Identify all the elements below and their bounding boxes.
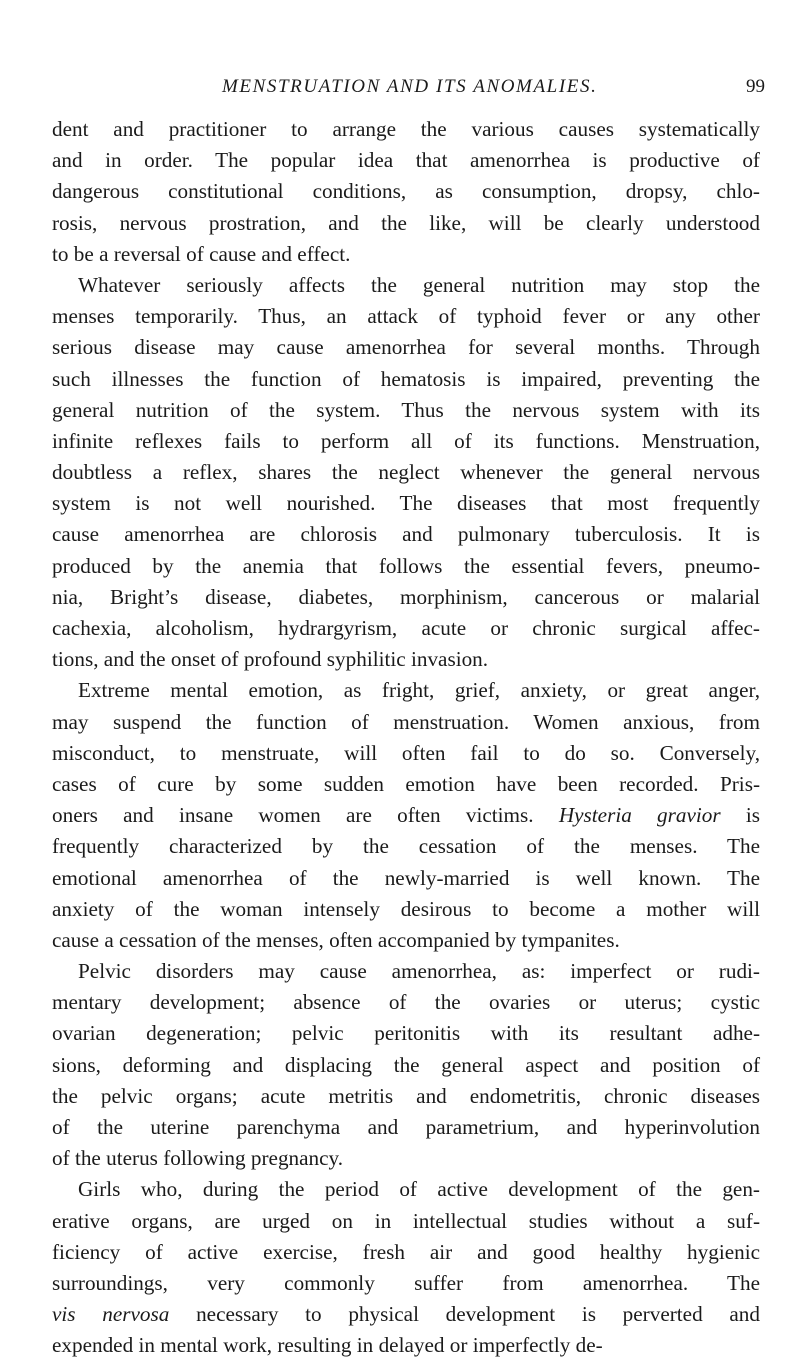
text-line: expended in mental work, resulting in delayed or imperfectly de- xyxy=(52,1333,603,1358)
text-line: surroundings, very commonly suffer from amenorrhea. The xyxy=(52,1270,760,1295)
text-line: cachexia, alcoholism, hydrargyrism, acute or chronic surgical affec- xyxy=(52,616,760,640)
text-line: of the uterine parenchyma and parametrium, and hyperinvolution xyxy=(52,1115,760,1139)
text-line: ficiency of active exercise, fresh air and good healthy hygienic xyxy=(52,1239,760,1264)
text-line xyxy=(52,1299,760,1330)
text-line: ovarian degeneration; pelvic peritonitis with its resultant adhe- xyxy=(52,1021,760,1046)
body-text xyxy=(52,114,760,1362)
text-line: the pelvic organs; acute metritis and endometritis, chronic diseases xyxy=(52,1083,760,1108)
running-title: MENSTRUATION AND ITS ANOMALIES. xyxy=(222,76,598,97)
text-run: oners and insane women are often victims. xyxy=(52,803,559,828)
text-line: rosis, nervous prostration, and the like, will be clearly understood xyxy=(52,210,760,235)
text-line: Whatever seriously affects the general nutrition may stop the xyxy=(78,272,760,297)
text-line: nia, Bright’s disease, diabetes, morphinism, cancerous or malarial xyxy=(52,584,760,609)
text-line: produced by the anemia that follows the essential fevers, pneumo- xyxy=(52,553,760,578)
text-line: anxiety of the woman intensely desirous to become a mother will xyxy=(52,896,760,921)
text-line: and in order. The popular idea that amenorrhea is productive of xyxy=(52,148,760,173)
italic-term: Hysteria gravior xyxy=(558,803,721,828)
text-line: frequently characterized by the cessation of the menses. The xyxy=(52,834,760,859)
paragraph xyxy=(52,1174,760,1361)
text-line: mentary development; absence of the ovaries or uterus; cystic xyxy=(52,990,760,1015)
text-run: necessary to physical development is perverted and xyxy=(169,1302,760,1327)
text-line: Girls who, during the period of active development of the gen- xyxy=(78,1177,760,1202)
text-line: dent and practitioner to arrange the various causes systematically xyxy=(52,117,760,141)
text-line: cause amenorrhea are chlorosis and pulmonary tuberculosis. It is xyxy=(52,522,760,547)
text-line: such illnesses the function of hematosis is impaired, preventing the xyxy=(52,366,760,391)
text-line: tions, and the onset of profound syphilitic invasion. xyxy=(52,647,489,672)
text-line: serious disease may cause amenorrhea for several months. Through xyxy=(52,335,760,360)
text-line: erative organs, are urged on in intellectual studies without a suf- xyxy=(52,1208,760,1233)
text-line: dangerous constitutional conditions, as consumption, dropsy, chlo- xyxy=(52,179,760,204)
paragraph xyxy=(52,114,760,270)
page-header xyxy=(0,76,801,106)
text-run: is xyxy=(720,803,760,828)
text-line: system is not well nourished. The diseases that most frequently xyxy=(52,491,760,516)
paragraph xyxy=(52,956,760,1174)
text-line: misconduct, to menstruate, will often fail to do so. Conversely, xyxy=(52,740,760,765)
text-line xyxy=(52,800,760,831)
paragraph xyxy=(52,270,760,675)
paragraph xyxy=(52,675,760,956)
text-line: sions, deforming and displacing the general aspect and position of xyxy=(52,1052,760,1077)
text-line: cases of cure by some sudden emotion have been recorded. Pris- xyxy=(52,771,760,796)
page-number: 99 xyxy=(746,76,765,97)
text-line: doubtless a reflex, shares the neglect whenever the general nervous xyxy=(52,460,760,485)
text-line: cause a cessation of the menses, often accompanied by tympanites. xyxy=(52,927,620,952)
text-line: may suspend the function of menstruation. Women anxious, from xyxy=(52,709,760,734)
text-line: Pelvic disorders may cause amenorrhea, as: imperfect or rudi- xyxy=(78,959,760,984)
text-line: Extreme mental emotion, as fright, grief, anxiety, or great anger, xyxy=(78,678,760,703)
text-line: emotional amenorrhea of the newly-married is well known. The xyxy=(52,865,760,890)
text-line: of the uterus following pregnancy. xyxy=(52,1146,344,1171)
text-line: infinite reflexes fails to perform all of its functions. Menstruation, xyxy=(52,428,760,453)
italic-term: vis nervosa xyxy=(52,1302,170,1327)
text-line: general nutrition of the system. Thus the nervous system with its xyxy=(52,397,760,422)
text-line: to be a reversal of cause and effect. xyxy=(52,241,351,266)
text-line: menses temporarily. Thus, an attack of typhoid fever or any other xyxy=(52,304,760,329)
